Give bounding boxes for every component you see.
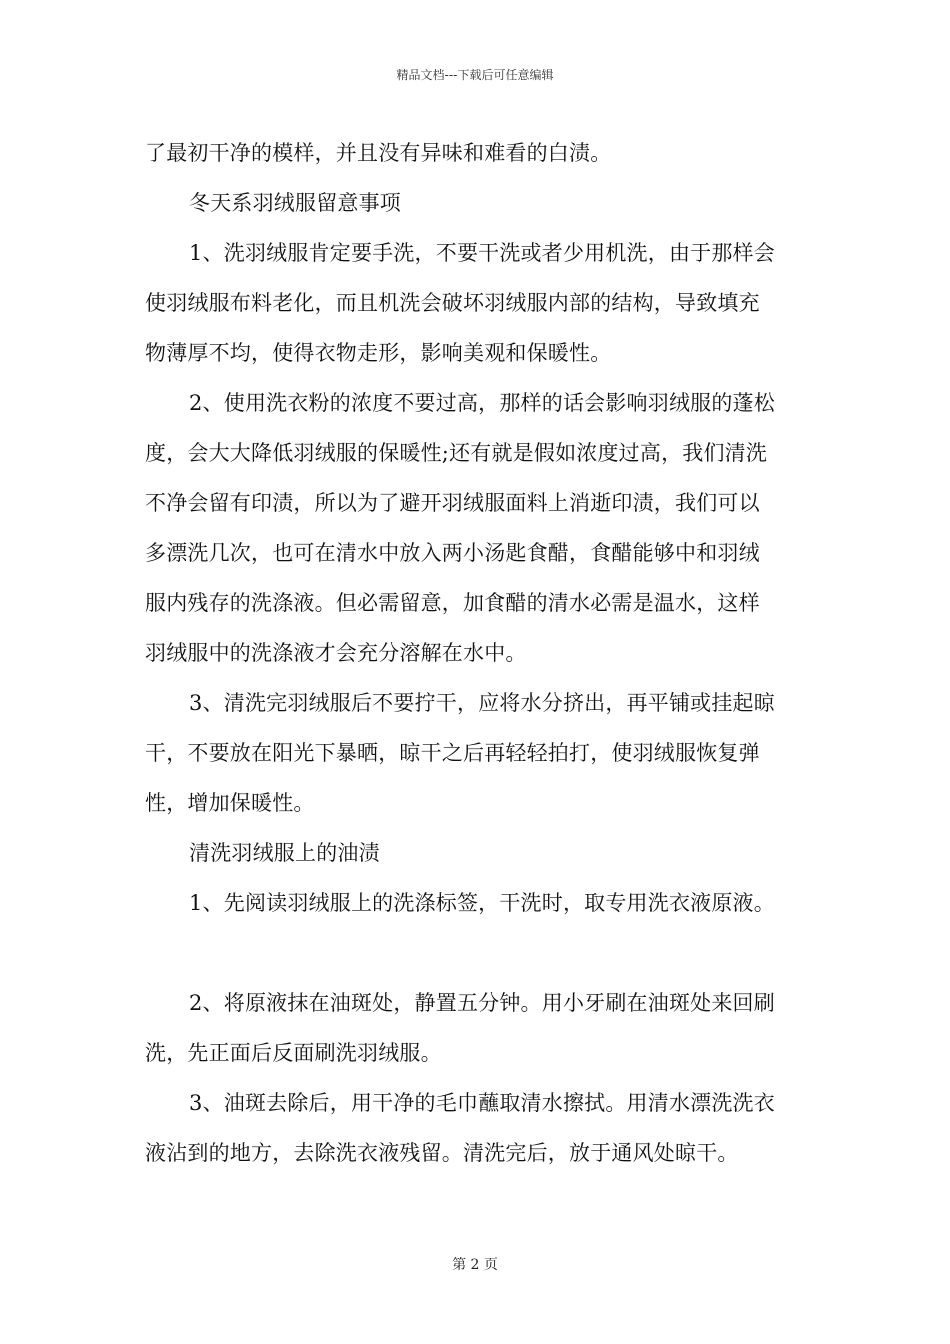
text-line: 物薄厚不均，使得衣物走形，影响美观和保暖性。 xyxy=(145,341,612,365)
text-line: 使羽绒服布料老化，而且机洗会破坏羽绒服内部的结构，导致填充 xyxy=(145,291,760,315)
paragraph-gap xyxy=(145,928,810,978)
text-line: 3、清洗完羽绒服后不要拧干，应将水分挤出，再平铺或挂起晾 xyxy=(189,691,775,715)
text-line: 性，增加保暖性。 xyxy=(145,791,315,815)
text-line: 3、油斑去除后，用干净的毛巾蘸取清水擦拭。用清水漂洗洗衣 xyxy=(189,1091,775,1115)
text-line: 干，不要放在阳光下暴晒，晾干之后再轻轻拍打，使羽绒服恢复弹 xyxy=(145,741,760,765)
text-line: 2、使用洗衣粉的浓度不要过高，那样的话会影响羽绒服的蓬松 xyxy=(189,391,775,415)
text-line: 2、将原液抹在油斑处，静置五分钟。用小牙刷在油斑处来回刷 xyxy=(189,991,775,1015)
text-line: 羽绒服中的洗涤液才会充分溶解在水中。 xyxy=(145,641,527,665)
text-line: 不净会留有印渍，所以为了避开羽绒服面料上消逝印渍，我们可以 xyxy=(145,491,760,515)
text-line: 1、先阅读羽绒服上的洗涤标签，干洗时，取专用洗衣液原液。 xyxy=(189,891,775,915)
text-line: 了最初干净的模样，并且没有异味和难看的白渍。 xyxy=(145,141,612,165)
text-line: 液沾到的地方，去除洗衣液残留。清洗完后，放于通风处晾干。 xyxy=(145,1141,739,1165)
document-body xyxy=(145,128,810,1178)
page-header: 精品文档---下载后可任意编辑 xyxy=(396,68,554,82)
section-heading: 清洗羽绒服上的油渍 xyxy=(189,841,380,865)
text-line: 度，会大大降低羽绒服的保暖性;还有就是假如浓度过高，我们清洗 xyxy=(145,441,768,465)
section-heading: 冬天系羽绒服留意事项 xyxy=(189,191,401,215)
page-number: 第 2 页 xyxy=(452,1257,498,1273)
text-line: 服内残存的洗涤液。但必需留意，加食醋的清水必需是温水，这样 xyxy=(145,591,760,615)
text-line: 1、洗羽绒服肯定要手洗，不要干洗或者少用机洗，由于那样会 xyxy=(189,241,775,265)
text-line: 洗，先正面后反面刷洗羽绒服。 xyxy=(145,1041,442,1065)
text-line: 多漂洗几次，也可在清水中放入两小汤匙食醋，食醋能够中和羽绒 xyxy=(145,541,760,565)
